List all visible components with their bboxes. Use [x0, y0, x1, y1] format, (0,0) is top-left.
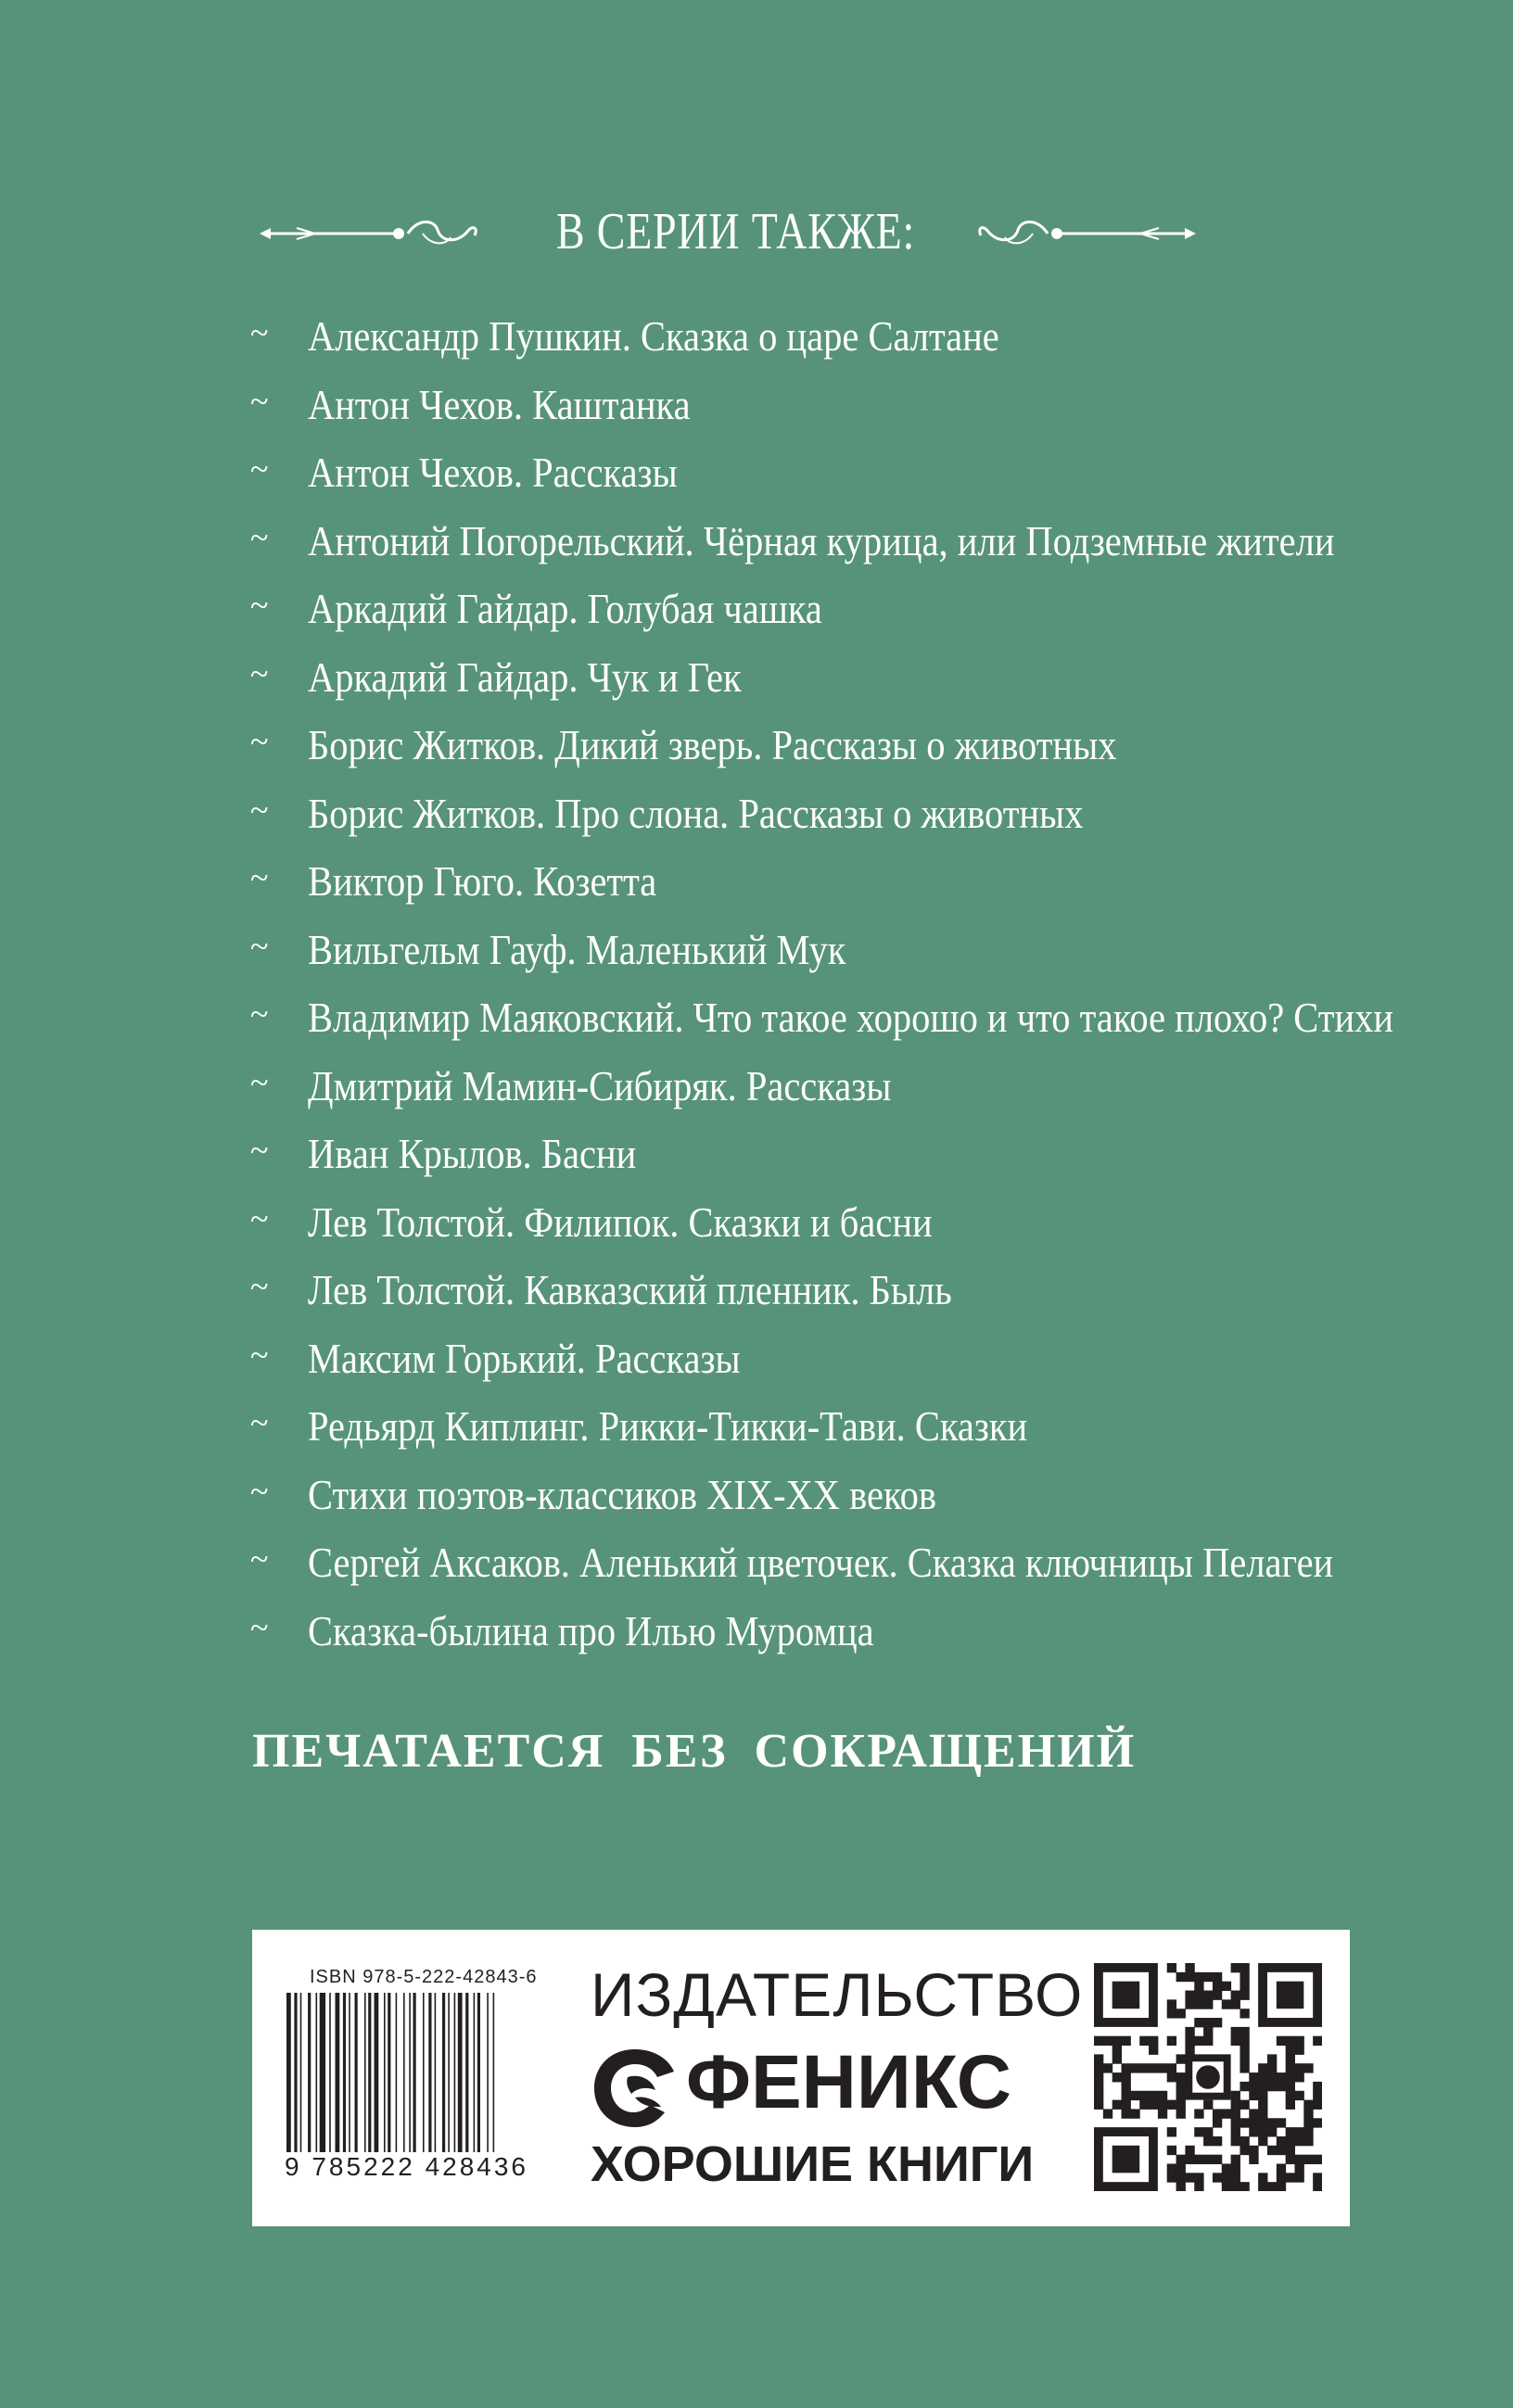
book-title: Антоний Погорельский. Чёрная курица, или Подземные жители	[308, 516, 1335, 564]
unabridged-notice: ПЕЧАТАЕТСЯ БЕЗ СОКРАЩЕНИЙ	[252, 1725, 1137, 1778]
book-title: Вильгельм Гауф. Маленький Мук	[308, 925, 846, 973]
book-list-item	[250, 647, 1456, 716]
list-bullet: ~	[250, 791, 269, 829]
phoenix-logo-icon	[591, 2046, 680, 2131]
list-bullet: ~	[250, 382, 269, 420]
book-title: Стихи поэтов-классиков XIX-XX веков	[308, 1470, 936, 1518]
book-title: Антон Чехов. Каштанка	[308, 380, 691, 428]
right-ornament-icon	[973, 215, 1196, 252]
book-list-item	[250, 1260, 1456, 1328]
book-list-item	[250, 1192, 1456, 1261]
book-title: Лев Толстой. Филипок. Сказки и басни	[308, 1198, 933, 1246]
list-bullet: ~	[250, 1608, 269, 1646]
book-title: Лев Толстой. Кавказский пленник. Быль	[308, 1266, 952, 1313]
book-title: Борис Житков. Дикий зверь. Рассказы о животных	[308, 721, 1117, 768]
book-title: Виктор Гюго. Козетта	[308, 857, 657, 905]
publisher-label: ИЗДАТЕЛЬСТВО	[591, 1960, 1084, 2029]
book-title: Владимир Маяковский. Что такое хорошо и что такое плохо? Стихи	[308, 994, 1394, 1041]
book-list-item	[250, 783, 1456, 852]
left-ornament-icon	[260, 215, 482, 252]
book-title: Антон Чехов. Рассказы	[308, 449, 678, 496]
book-list-item	[250, 1532, 1456, 1601]
book-list-item	[250, 306, 1456, 374]
book-list-item	[250, 987, 1456, 1056]
list-bullet: ~	[250, 587, 269, 624]
book-list-item	[250, 1123, 1456, 1192]
list-bullet: ~	[250, 450, 269, 488]
list-bullet: ~	[250, 1472, 269, 1510]
list-bullet: ~	[250, 995, 269, 1033]
book-list-item	[250, 374, 1456, 443]
book-title: Дмитрий Мамин-Сибиряк. Рассказы	[308, 1061, 892, 1109]
list-bullet: ~	[250, 859, 269, 896]
list-bullet: ~	[250, 654, 269, 692]
book-list-item	[250, 578, 1456, 647]
list-bullet: ~	[250, 314, 269, 351]
book-title: Максим Горький. Рассказы	[308, 1334, 741, 1382]
list-bullet: ~	[250, 1063, 269, 1101]
book-list	[250, 306, 1456, 1668]
publisher-slogan: ХОРОШИЕ КНИГИ	[591, 2136, 1035, 2192]
book-list-item	[250, 851, 1456, 919]
list-bullet: ~	[250, 1404, 269, 1441]
list-bullet: ~	[250, 1132, 269, 1169]
book-list-item	[250, 1056, 1456, 1124]
barcode-digits: 9 785222 428436	[285, 2152, 528, 2181]
list-bullet: ~	[250, 1540, 269, 1578]
book-title: Сказка-былина про Илью Муромца	[308, 1606, 874, 1654]
book-list-item	[250, 919, 1456, 988]
list-bullet: ~	[250, 1199, 269, 1237]
list-bullet: ~	[250, 723, 269, 760]
book-title: Сергей Аксаков. Аленький цветочек. Сказка ключницы Пелагеи	[308, 1539, 1334, 1586]
list-bullet: ~	[250, 1268, 269, 1305]
book-list-item	[250, 511, 1456, 579]
book-title: Аркадий Гайдар. Голубая чашка	[308, 585, 822, 632]
book-list-item	[250, 1396, 1456, 1464]
book-title: Александр Пушкин. Сказка о царе Салтане	[308, 312, 999, 360]
list-bullet: ~	[250, 927, 269, 965]
book-list-item	[250, 715, 1456, 783]
series-heading: В СЕРИИ ТАКЖЕ:	[556, 203, 916, 260]
book-list-item	[250, 1464, 1456, 1533]
book-title: Борис Житков. Про слона. Рассказы о животных	[308, 789, 1084, 837]
list-bullet: ~	[250, 518, 269, 556]
qr-code-icon	[1094, 1963, 1322, 2191]
book-title: Аркадий Гайдар. Чук и Гек	[308, 653, 742, 701]
isbn-label: ISBN 978-5-222-42843-6	[310, 1967, 538, 1987]
book-list-item	[250, 1601, 1456, 1669]
series-header	[0, 195, 1513, 278]
book-title: Редьярд Киплинг. Рикки-Тикки-Тави. Сказки	[308, 1402, 1028, 1450]
book-list-item	[250, 442, 1456, 511]
list-bullet: ~	[250, 1336, 269, 1374]
imprint-panel	[252, 1930, 1350, 2226]
publisher-name: ФЕНИКС	[686, 2040, 1012, 2124]
book-title: Иван Крылов. Басни	[308, 1130, 637, 1177]
barcode-icon	[285, 1993, 549, 2152]
book-list-item	[250, 1328, 1456, 1397]
